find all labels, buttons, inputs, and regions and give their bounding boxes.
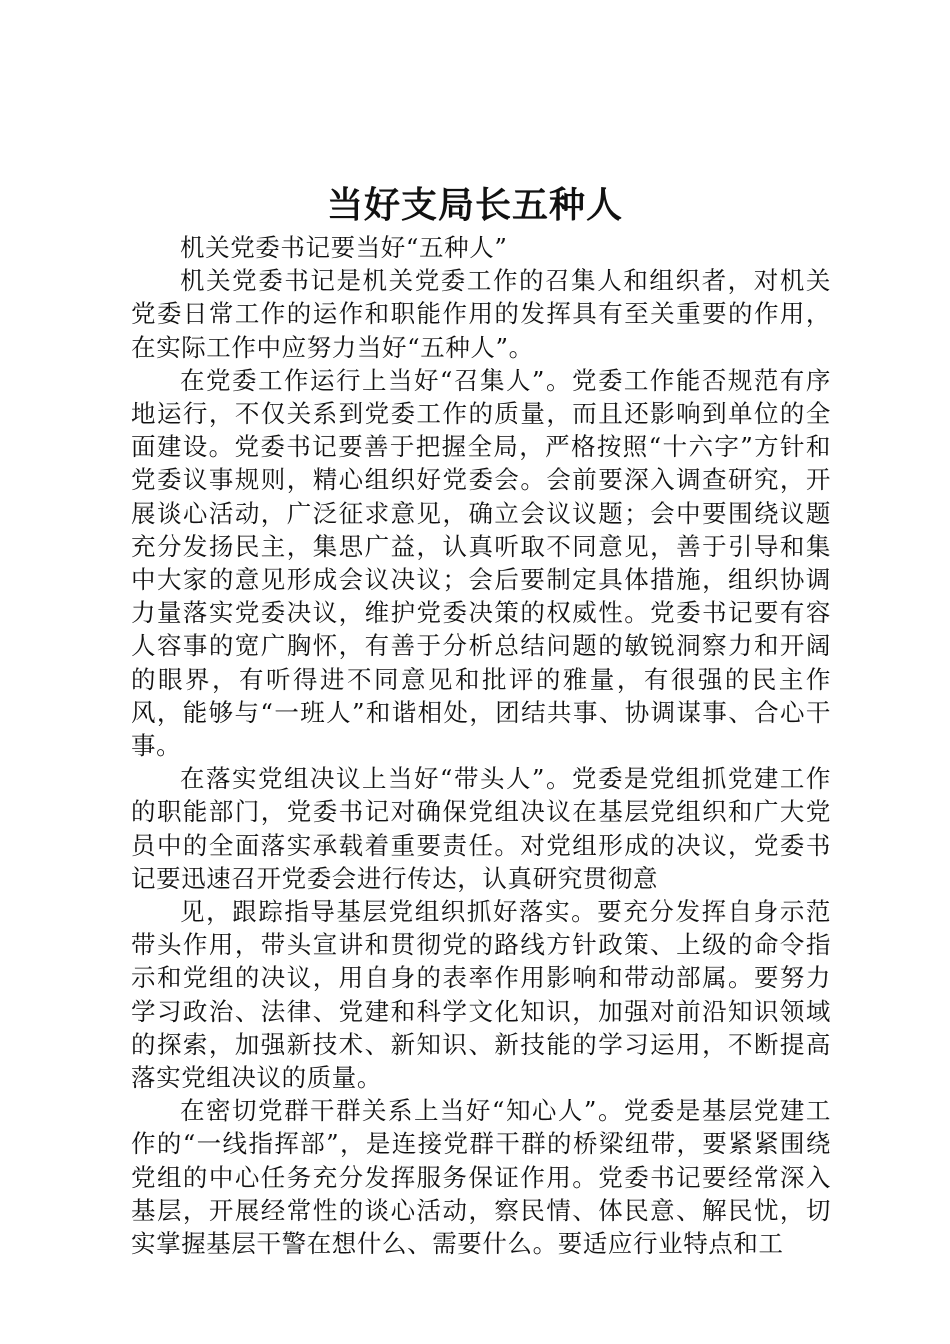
paragraph: 在党委工作运行上当好“召集人”。党委工作能否规范有序地运行，不仅关系到党委工作的质量，而且还影响到单位的全面建设。党委书记要善于把握全局，严格按照“十六字”方针和党委议事规则，精心组织好党委会。会前要深入调查研究，开展谈心活动，广泛征求意见，确立会议议题；会中要围绕议题充分发扬民主，集思广益，认真听取不同意见，善于引导和集中大家的意见形成会议决议；会后要制定具体措施，组织协调力量落实党委决议，维护党委决策的权威性。党委书记要有容人容事的宽广胸怀，有善于分析总结问题的敏锐洞察力和开阔的眼界，有听得进不同意见和批评的雅量，有很强的民主作风，能够与“一班人”和谐相处，团结共事、协调谋事、合心干事。 [131,365,831,761]
paragraph: 在落实党组决议上当好“带头人”。党委是党组抓党建工作的职能部门，党委书记对确保党组决议在基层党组织和广大党员中的全面落实承载着重要责任。对党组形成的决议，党委书记要迅速召开党委会进行传达，认真研究贯彻意 [131,764,831,893]
paragraph: 机关党委书记是机关党委工作的召集人和组织者，对机关党委日常工作的运作和职能作用的发挥具有至关重要的作用，在实际工作中应努力当好“五种人”。 [131,266,831,362]
document-title: 当好支局长五种人 [326,185,623,226]
paragraph: 在密切党群干群关系上当好“知心人”。党委是基层党建工作的“一线指挥部”，是连接党群干群的桥梁纽带，要紧紧围绕党组的中心任务充分发挥服务保证作用。党委书记要经常深入基层，开展经常性的谈心活动，察民情、体民意、解民忧，切实掌握基层干警在想什么、需要什么。要适应行业特点和工 [131,1096,831,1259]
paragraph: 见，跟踪指导基层党组织抓好落实。要充分发挥自身示范带头作用，带头宣讲和贯彻党的路线方针政策、上级的命令指示和党组的决议，用自身的表率作用影响和带动部属。要努力学习政治、法律、党建和科学文化知识，加强对前沿知识领域的探索，加强新技术、新知识、新技能的学习运用，不断提高落实党组决议的质量。 [131,897,831,1093]
document-body [131,231,831,1260]
paragraph: 机关党委书记要当好“五种人” [180,233,508,262]
